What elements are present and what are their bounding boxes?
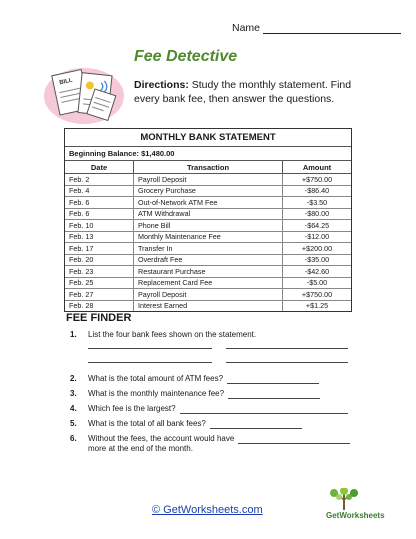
row-transaction: Grocery Purchase (134, 185, 283, 197)
row-date: Feb. 10 (65, 220, 134, 232)
row-transaction: Transfer In (134, 243, 283, 255)
fee-finder-title: FEE FINDER (66, 312, 132, 324)
question-text: Without the fees, the account would have (88, 434, 235, 443)
column-header-transaction: Transaction (134, 161, 283, 174)
table-row (65, 197, 351, 209)
table-row (65, 289, 351, 301)
question-4 (70, 404, 348, 414)
row-date: Feb. 2 (65, 174, 134, 186)
row-transaction: Payroll Deposit (134, 174, 283, 186)
logo-text: GetWorksheets (326, 511, 385, 520)
getworksheets-logo (314, 488, 374, 526)
row-transaction: Monthly Maintenance Fee (134, 231, 283, 243)
table-row (65, 231, 351, 243)
bills-illustration (42, 60, 126, 126)
row-date: Feb. 28 (65, 300, 134, 311)
row-transaction: Phone Bill (134, 220, 283, 232)
row-date: Feb. 6 (65, 208, 134, 220)
row-date: Feb. 6 (65, 197, 134, 209)
question-text-continued: more at the end of the month. (88, 444, 193, 453)
table-row (65, 243, 351, 255)
question-number: 5. (70, 419, 77, 428)
row-transaction: Restaurant Purchase (134, 266, 283, 278)
answer-blank[interactable] (238, 434, 350, 444)
name-label: Name (232, 22, 261, 34)
table-row (65, 208, 351, 220)
answer-line[interactable] (88, 362, 212, 363)
table-row (65, 254, 351, 266)
bank-statement (64, 128, 352, 312)
question-number: 3. (70, 389, 77, 398)
question-text: List the four bank fees shown on the statement. (88, 330, 257, 339)
row-amount: -$64.25 (283, 220, 352, 232)
answer-blank[interactable] (210, 419, 302, 429)
statement-table (65, 161, 351, 311)
row-amount: -$80.00 (283, 208, 352, 220)
table-row (65, 174, 351, 186)
bill-label: BILL (58, 77, 74, 87)
question-3 (70, 389, 320, 399)
question-number: 6. (70, 434, 77, 443)
row-amount: +$750.00 (283, 289, 352, 301)
table-row (65, 300, 351, 311)
table-row (65, 220, 351, 232)
row-date: Feb. 13 (65, 231, 134, 243)
question-text: What is the total amount of ATM fees? (88, 374, 224, 383)
worksheet-title: Fee Detective (134, 48, 238, 65)
table-row (65, 277, 351, 289)
row-amount: -$3.50 (283, 197, 352, 209)
question-text: What is the total of all bank fees? (88, 419, 206, 428)
row-transaction: Out-of-Network ATM Fee (134, 197, 283, 209)
question-1 (70, 330, 256, 339)
column-header-amount: Amount (283, 161, 352, 174)
question-number: 1. (70, 330, 77, 339)
row-amount: -$35.00 (283, 254, 352, 266)
question-5 (70, 419, 302, 429)
row-amount: -$42.60 (283, 266, 352, 278)
row-date: Feb. 27 (65, 289, 134, 301)
table-row (65, 266, 351, 278)
row-amount: -$5.00 (283, 277, 352, 289)
directions-text: Study the monthly statement. Find every bank fee, then answer the questions. (134, 79, 352, 105)
row-amount: -$86.40 (283, 185, 352, 197)
row-transaction: Replacement Card Fee (134, 277, 283, 289)
statement-title: MONTHLY BANK STATEMENT (65, 129, 351, 147)
question-text: What is the monthly maintenance fee? (88, 389, 225, 398)
question-2 (70, 374, 319, 384)
row-date: Feb. 17 (65, 243, 134, 255)
column-header-date: Date (65, 161, 134, 174)
question-number: 2. (70, 374, 77, 383)
row-date: Feb. 20 (65, 254, 134, 266)
question-number: 4. (70, 404, 77, 413)
directions (134, 78, 362, 106)
row-amount: +$1.25 (305, 301, 329, 311)
directions-label: Directions: (134, 79, 189, 91)
row-amount: +$200.00 (283, 243, 352, 255)
row-date: Feb. 25 (65, 277, 134, 289)
row-transaction: Overdraft Fee (134, 254, 283, 266)
row-date: Feb. 4 (65, 185, 134, 197)
answer-line[interactable] (226, 348, 348, 349)
table-row (65, 185, 351, 197)
row-date: Feb. 23 (65, 266, 134, 278)
row-transaction: Interest Earned (134, 300, 283, 311)
row-amount: -$12.00 (283, 231, 352, 243)
table-header-row (65, 161, 351, 174)
beginning-balance: Beginning Balance: $1,480.00 (65, 147, 351, 161)
answer-blank[interactable] (228, 389, 320, 399)
answer-line[interactable] (88, 348, 212, 349)
getworksheets-link[interactable]: © GetWorksheets.com (152, 504, 263, 516)
row-transaction: ATM Withdrawal (134, 208, 283, 220)
row-amount: +$750.00 (283, 174, 352, 186)
answer-blank[interactable] (180, 404, 348, 414)
question-text: Which fee is the largest? (88, 404, 176, 413)
name-blank[interactable] (263, 23, 401, 34)
question-6-continued (88, 444, 193, 453)
answer-blank[interactable] (227, 374, 319, 384)
name-field (232, 22, 401, 34)
question-6 (70, 434, 350, 444)
row-transaction: Payroll Deposit (134, 289, 283, 301)
answer-line[interactable] (226, 362, 348, 363)
